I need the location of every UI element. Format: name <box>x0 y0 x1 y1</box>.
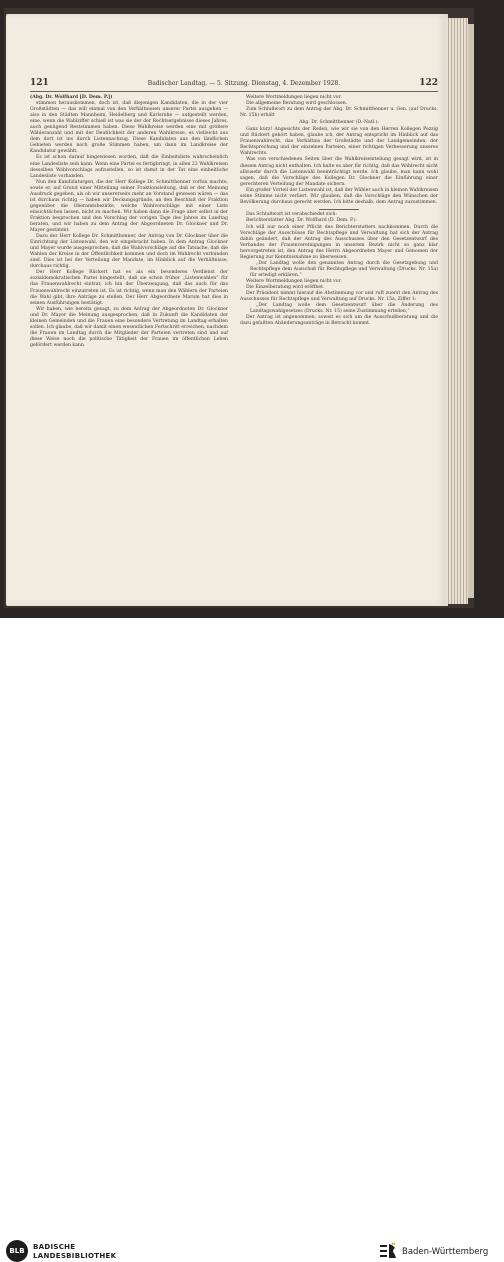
body-paragraph: Der Herr Kollege Rückert hat es als ein besonderes Verdienst der sozialdemokratischen Partei hingestellt, daß sie schon früher „Listenwahlen“ für das Frauenwahlrecht eintrat; ich bin der Überzeugung, daß das auch für das Frauenwahlrecht einzutreten ist. Es ist richtig, wenn man den Wählern der Parteien die Wahl gibt, ihre Anträge zu stellen. Der Herr Abgeordnete Marum hat dies in seinen Ausführungen bestätigt. <box>30 270 228 306</box>
baden-wuerttemberg-lions-icon[interactable] <box>378 1241 398 1262</box>
body-paragraph: Nun den Kandidaturgen, die der Herr Kollege Dr. Schmitthenner vorhin machte, sowie er, auf Grund einer Mitteilung seiner Fraktionsleitung, daß er der Meinung Ausdruck gegeben, als ob wir unsererseits mehr an Vorstand gewesen wären — das ist durchaus richtig — haben wir Deckungsgründe, an den Beschluß der Fraktion gegenüber die Oberamtsbezirke, welche Wahlvorschläge mit einer Liste einsichtlichen lassen, nicht zu machen. Wir haben dann die Frage aber selbst in der Fraktion besprochen und den Vorschlag der vorigen Tage des Jahres im Landtag beraten, und wir haben zu dem Antrag der Abgeordneten Dr. Glockner und Dr. Mayer gestimmt. <box>30 179 228 234</box>
speaker-heading: (Abg. Dr. Wolfhard [D. Dem. P.]) <box>30 95 113 100</box>
body-paragraph: Berichterstatter Abg. Dr. Wolfhard (D. Dem. P.): <box>246 218 357 224</box>
body-paragraph: Ich will nur noch einer Pflicht des Berichterstatters nachkommen. Durch die Vorschläge der Ausschüsse für Rechtspflege und Verwaltung hat sich der Antrag dahin geändert, daß der Antrag des Ausschusses über den Gesetzentwurf des Verbandes der Frauenvereinigungen in unserem Bezirk nicht so ganz klar hervorgetreten ist, den Antrag des Herrn Abgeordneten Mayer und Genossen der Regierung zur Kenntnisnahme zu überweisen. <box>240 224 438 260</box>
body-paragraph: Der Präsident nimmt hierauf die Abstimmung vor und ruft zuerst den Antrag des Ausschusses für Rechtspflege und Verwaltung auf Drucks. Nr. 15a, Ziffer 1: <box>240 291 438 303</box>
body-paragraph: stimmen herauskommen, doch ist, daß diejenigen Kandidaten, die in der vier Großstädten — das will einmal von den Verhältnissen unserer Partei ausgehen — also in den Städten Mannheim, Heidelberg und Karlsruhe — aufgestellt werden, eine, wenn die Wahlziffer schieß ist was sie der der Rechtsergebnisse dieses Jahres, auch genügend Reststimmen haben. Diese Wahlkreise werden eine mit größere Wähleranzahl und mit der Deutlichkeit der anderen Wahlkreise, es vielleicht aus dem dort ist ins durch Listennachzug. Diese Kandidaten aus den ländlichen Gebieten werden noch große Stimmen haben, um dann im Landkreise der Kandidatur gewählt. <box>30 101 228 155</box>
body-paragraph: Wir haben, wie bereits gesagt, zu dem Antrag der Abgeordneten Dr. Glockner und Dr. Mayer die Meinung ausgesprochen, daß in Zukunft die Kandidaten der kleinen Gemeinden und die Frauen eine besondere Vertretung im Landtag erhalten sollen. Ich glaube, daß wir damit einen wesentlichen Fortschritt erreichen, nachdem die Frauen im Landtag durch die Mitglieder der Parteien vertreten sind und auf diese Weise noch die politische Tätigkeit der Frauen im öffentlichen Leben gefördert werden kann. <box>30 306 228 348</box>
body-paragraph: Die Einzelberatung wird eröffnet. <box>246 285 325 290</box>
body-paragraph: Das Schlußwort ist verabschiedet sich: <box>246 212 337 218</box>
left-text-column <box>30 95 228 349</box>
quoted-motion: „Der Landtag wolle den genannten Antrag durch die Gesetzgebung und Rechtspflege dem Ausschuß für Rechtspflege und Verwaltung (Drucks. Nr. 15a) für erledigt erklären.“ <box>250 260 438 278</box>
body-paragraph: Der Antrag ist angenommen, soweit es sich um die Ausschußberatung und die dazu gefaßten Abänderungsanträge in Betracht kommt. <box>240 315 438 327</box>
body-paragraph: Weitere Wortmeldungen liegen nicht vor. <box>246 95 342 100</box>
body-paragraph: Weitere Wortmeldungen liegen nicht vor. <box>246 278 342 284</box>
library-name-line1[interactable]: BADISCHE <box>33 1243 76 1251</box>
body-paragraph: Was von verschiedenen Seiten über die Wahlkreiseinteilung gesagt wird, ist in diesem Antrag nicht enthalten. Ich halte es aber für richtig, daß das Wahlrecht nicht allzusehr durch die Listenwahl beeinträchtigt werde. Ich glaube, man kann wohl sagen, daß die Vorschläge des Kollegen Dr. Glockner die Einführung einer gerechteren Verteilung der Mandate sichern. <box>240 157 438 187</box>
body-paragraph: Ein großer Vorteil der Listenwahl ist, daß der Wähler auch in kleinen Wahlkreisen seine Stimme nicht verliert. Wir glauben, daß die Vorschläge den Wünschen der Bevölkerung durchaus gerecht werden. Ich bitte deshalb, dem Antrag zuzustimmen. <box>240 187 438 205</box>
library-name-line2[interactable]: LANDESBIBLIOTHEK <box>33 1252 117 1260</box>
left-page-number: 121 <box>30 78 49 88</box>
body-paragraph: Zum Schlußwort zu dem Antrag der Abg. Dr. Schmitthenner u. Gen. (auf Drucks. Nr. 15b) erhält <box>240 107 438 119</box>
running-header <box>30 78 438 90</box>
running-head-title: Badischer Landtag. — 5. Sitzung. Dienstag, 4. Dezember 1928. <box>147 80 341 87</box>
body-paragraph: Ganz kurz! Angesichts der Reden, wie wir sie von den Herren Kollegen Pezzig und Rückert gehört haben, glaube ich, der Antrag entspricht im Hinblick auf das Frauenwahlrecht, das Verhältnis der Großstädte und der Landgemeinden, der Rechtsprechung und der einzelnen Parteien, einer richtigen Verbesserung unseres Wahlrechts. <box>240 127 438 157</box>
scanned-book-spread <box>0 0 504 618</box>
footer-bar <box>0 618 504 1260</box>
right-page-number: 122 <box>419 78 438 88</box>
speaker-heading: Abg. Dr. Schmitthenner (D.-Natl.): <box>299 120 379 126</box>
body-paragraph: Die allgemeine Beratung wird geschlossen. <box>246 101 348 107</box>
body-paragraph: Es ist schon darauf hingewiesen worden, daß die Einheitsliste wahrscheinlich eine Landesliste sein kann. Wenn eine Partei es fertigbringt, in allen 22 Wahlkreisen desselben Wahlvorschlags aufzustellen, so ist damit in der Tat eine einheitliche Landesliste vorhanden. <box>30 155 228 179</box>
page-edges-outer <box>468 24 474 598</box>
body-paragraph: Dazu der Herr Kollege Dr. Schmitthenner, der Antrag von Dr. Glockner über die Einrichtung der Listenwahl, den wir eingebracht haben. In dem Antrag Glockner und Mayer wurde ausgesprochen, daß die Wahlvorschläge auf die Tatsache, daß die Wahlen der Kreise in der Öffentlichkeit kommen und doch im Wahlrecht verbunden sind. Dies ist bei der Verteilung der Mandate, im Hinblick auf die Verhältnisse, durchaus richtig. <box>30 234 228 270</box>
header-rule <box>30 91 438 92</box>
right-text-column <box>240 95 438 327</box>
blb-logo-icon[interactable]: BLB <box>6 1240 28 1262</box>
region-name[interactable]: Baden-Württemberg <box>402 1247 489 1257</box>
page-edges <box>446 18 468 604</box>
quoted-motion: „Der Landtag wolle dem Gesetzentwurf über die Änderung des Landtagswahlgesetzes (Drucks. Nr. 15) seine Zustimmung erteilen,“ <box>250 303 438 315</box>
section-separator <box>319 209 359 210</box>
